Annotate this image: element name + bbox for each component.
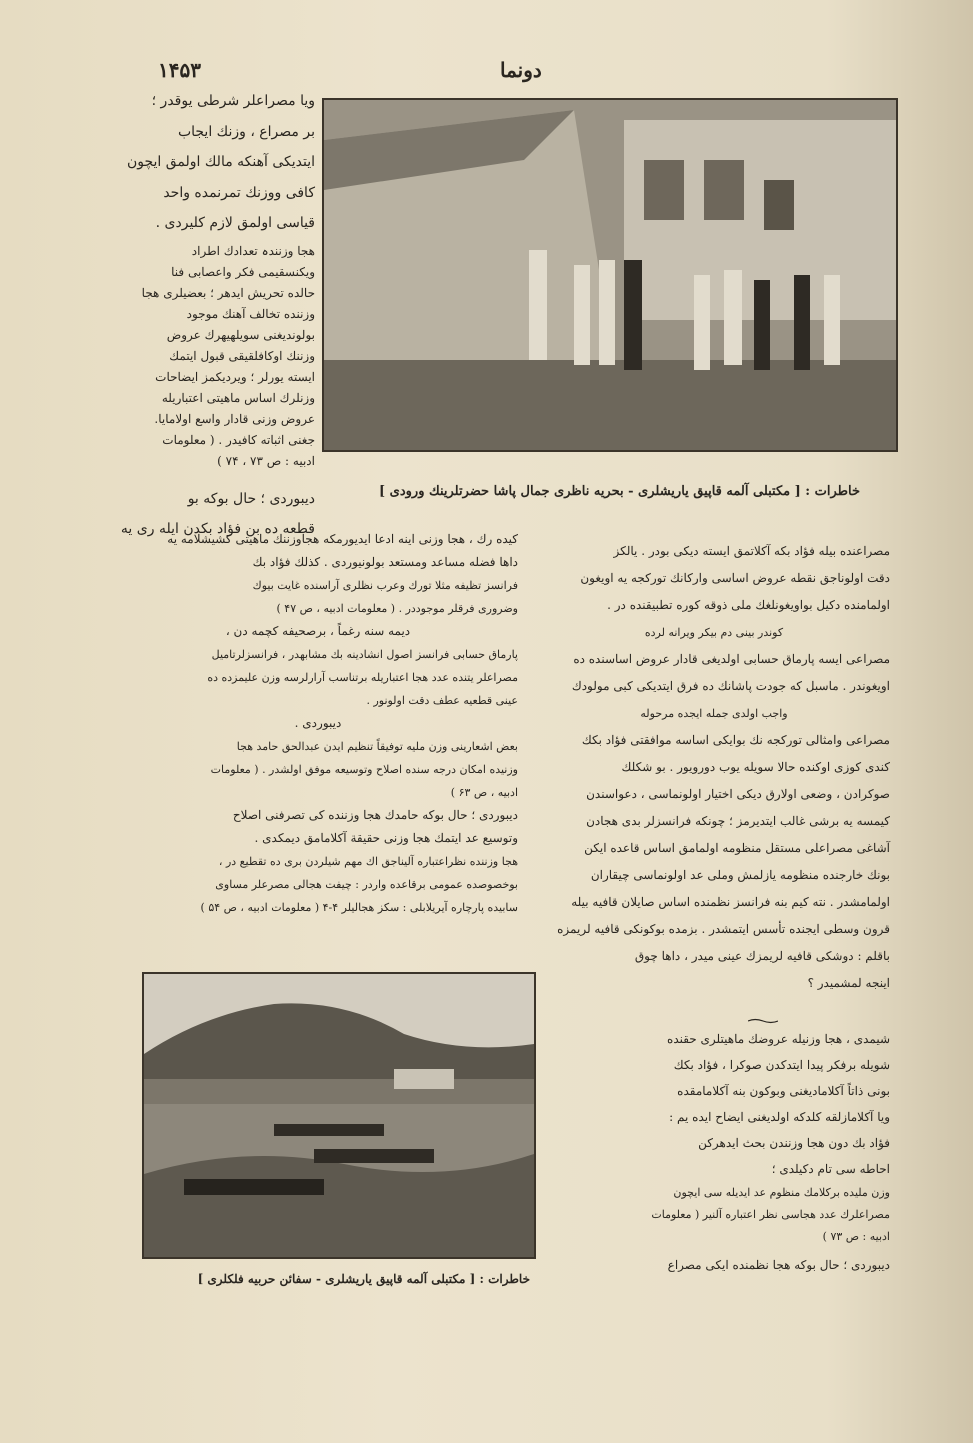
text-line: داها فضله مساعد ومستعد بولونیوردی . کذلك فؤاد بك bbox=[252, 555, 518, 569]
text-line: مصراعلرك عدد هجاسی نظر اعتباره آلنیر ( معلومات bbox=[651, 1208, 890, 1221]
text-line: کیمسه یه برشی غالب ایتدیرمز ؛ چونکه فرانسزلر بدی هجادن bbox=[586, 814, 890, 828]
text-line: وضروری فرقلر موجوددر . ( معلومات ادبیه ، ص ۴۷ ) bbox=[276, 602, 518, 615]
text-line: قرون وسطی ایجنده تأسس ایتمشدر . بزمده بوکونکی قافیه لریمزه bbox=[557, 922, 890, 936]
text-line: عینی قطعیه عطف دقت اولونور . bbox=[366, 694, 518, 707]
text-line: بونك خارجنده منظومه یازلمش وملی عد اولونماسی چیقاران bbox=[590, 868, 890, 882]
text-line: دیبوردی ؛ حال بوکه هجا نظمنده ایکی مصراع bbox=[667, 1258, 890, 1272]
page-title: دونما bbox=[500, 58, 542, 82]
left-top-column bbox=[120, 88, 315, 547]
text-line: ایسته یورلر ؛ ویردیکمز ایضاحات bbox=[155, 369, 315, 384]
text-line: مصراعی ایسه پارماق حسابی اولدیغی قادار عروض اساسنده ده bbox=[573, 652, 890, 666]
text-line: وزنلرك اساس ماهیتی اعتباریله bbox=[161, 390, 315, 405]
text-line: وزننده تخالف آهنك موجود bbox=[186, 306, 315, 321]
text-line: کوندر بینی دم بیکر ویرانه لرده bbox=[644, 626, 784, 639]
text-line: اینجه لمشمیدر ؟ bbox=[807, 976, 890, 990]
text-line: فؤاد بك دون هجا وزنندن بحث ایدهرکن bbox=[698, 1136, 890, 1150]
text-line: ویا مصراعلر شرطی یوقدر ؛ bbox=[151, 93, 315, 109]
text-line: وزننك اوکافلقیقی قبول ایتمك bbox=[169, 348, 315, 363]
text-line: هجا وزننده نظراعتباره آلیناجق اك مهم شیلردن بری ده تقطیع در ، bbox=[218, 855, 518, 868]
text-line: ویا آکلامازلقه کلدکه اولدیغنی ایضاح ایده یم : bbox=[669, 1110, 890, 1124]
text-line: دیمه سنه رغماً ، برصحیفه کچمه دن ، bbox=[225, 624, 411, 638]
text-line: وزنیده امکان درجه سنده اصلاح وتوسیعه موفق اولشدر . ( معلومات bbox=[210, 763, 518, 776]
text-line: باقلم : دوشکی قافیه لریمزك عینی میدر ، داها چوق bbox=[634, 949, 890, 963]
top-photo bbox=[322, 98, 898, 452]
text-line: کیده رك ، هجا وزنی اینه ادعا ایدیورمکه هجاوزننك ماهیتی کشیشلامه یه bbox=[167, 532, 518, 546]
text-line: اویغوندر . ماسبل که جودت پاشانك ده فرق ایتدیکی کبی مولودك bbox=[571, 679, 890, 693]
text-line: ویکنسقیمی فکر واعصابی فنا bbox=[171, 264, 315, 279]
text-line: مصراعنده بیله فؤاد بکه آکلاتمق ایسته دیکی بودر . یالکز bbox=[613, 544, 890, 558]
text-line: بر مصراع ، وزنك ایجاب bbox=[177, 123, 315, 140]
text-line: دقت اولوناجق نقطه عروض اساسی وارکانك تورکجه یه اویغون bbox=[580, 571, 890, 585]
text-line: ادبیه : ص ۷۳ ، ۷۴ ) bbox=[217, 453, 315, 468]
text-line: ایتدیکی آهنکه مالك اولمق ایچون bbox=[126, 154, 315, 170]
text-line: ادبیه : ص ۷۳ ) bbox=[822, 1230, 890, 1243]
text-line: دیبوردی ؛ حال بوکه بو bbox=[187, 490, 315, 507]
left-middle-column bbox=[118, 528, 518, 919]
top-photo-caption: خاطرات : [ مکتبلی آلمه قاپیق یاریشلری - بحریه ناظری جمال پاشا حضرتلرینك ورودی ] bbox=[379, 484, 860, 499]
text-line: کندی کوزی اوکنده حالا سویله یوب دورویور . بو شکلك bbox=[621, 760, 890, 774]
text-line: احاطه سی تام دکیلدی ؛ bbox=[771, 1162, 890, 1176]
text-line: وزن ملیده برکلامك منظوم عد ایدیله سی ایچون bbox=[673, 1186, 890, 1199]
bottom-photo-caption: خاطرات : [ مکتبلی آلمه قاپیق یاریشلری - سفائن حربیه فلکلری ] bbox=[197, 1272, 530, 1286]
text-line: هجا وزنندہ تعدادك اطراد bbox=[191, 243, 315, 258]
text-line: مصراعی وامثالی تورکجه نك بوایکی اساسه موافقتی فؤاد بکك bbox=[581, 733, 890, 747]
text-line: وتوسیع عد ایتمك هجا وزنی حقیقة آکلامامق دیمکدی . bbox=[254, 831, 518, 845]
text-line: بوخصوصده عمومی برقاعده واردر : چیفت هجالی مصرعلر مساوی bbox=[215, 878, 518, 891]
text-line: بونی ذاتاً آکلامادیغنی وبوکون بنه آکلامامقده bbox=[677, 1084, 890, 1098]
text-line: آشاغی مصراعلی مستقل منظومه اولمامق اساس قاعده ایکن bbox=[584, 841, 890, 855]
divider-ornament bbox=[748, 1018, 778, 1024]
text-line: شویله برفکر پیدا ایتدکدن صوکرا ، فؤاد بکك bbox=[673, 1058, 890, 1072]
text-line: دیبوردی . bbox=[294, 716, 342, 730]
text-line: مصراعلر یتنده عدد هجا اعتباریله برتناسب آرارلرسه وزن علیمزده ده bbox=[207, 671, 518, 684]
rowing-race-photo-image bbox=[144, 974, 534, 1257]
text-line: فرانسز تظیفه مثلا تورك وعرب نظلری آراسنده غایت بیوك bbox=[252, 579, 518, 592]
text-line: بولوندیغنی سویلهیهرك عروض bbox=[166, 327, 315, 342]
text-line: عروض وزنی قادار واسع اولامایا. bbox=[154, 411, 315, 426]
text-line: اولمامنده دکیل بواویغونلغك ملی ذوقه کوره تطبیقنده در . bbox=[607, 598, 890, 612]
text-line: شیمدی ، هجا وزنیله عروضك ماهیتلری حقنده bbox=[667, 1032, 890, 1046]
text-line: قطعه ده بن فؤاد بکدن ایله ری یه bbox=[120, 521, 315, 537]
text-line: کافی ووزنك تمرنمده واحد bbox=[163, 184, 315, 201]
text-line: قیاسی اولمق لازم کلیردی . bbox=[155, 215, 315, 231]
text-line: صوکرادن ، وضعی اولارق دیکی اختیار اولونماسی ، دعواسندن bbox=[586, 787, 890, 801]
text-line: بعض اشعارینی وزن ملیه توفیقاً تنظیم ایدن عبدالحق حامد هجا bbox=[236, 740, 518, 753]
text-line: سابیده پارچاره آیریلابلی : سکز هجالیلر ۴-۴ ( معلومات ادبیه ، ص ۵۴ ) bbox=[200, 901, 518, 914]
naval-ceremony-photo-image bbox=[324, 100, 896, 450]
text-line: دیبوردی ؛ حال بوکه حامدك هجا وزننده کی تصرفنی اصلاح bbox=[232, 808, 518, 822]
bottom-photo bbox=[142, 972, 536, 1259]
text-line: ادبیه ، ص ۶۳ ) bbox=[450, 786, 518, 799]
right-column-top bbox=[538, 538, 890, 997]
text-line: واجب اولدی جمله ایجده مرحوله bbox=[640, 707, 788, 720]
right-column-bottom bbox=[560, 1026, 890, 1278]
page-number: ۱۴۵۳ bbox=[158, 58, 201, 82]
text-line: حالده تحریش ایدهر ؛ بعضیلری هجا bbox=[141, 285, 315, 300]
text-line: پارماق حسابی فرانسز اصول انشادینه بك مشابهدر ، فرانسزلرتامیل bbox=[211, 648, 518, 661]
text-line: جغنی اثباته کافیدر . ( معلومات bbox=[162, 432, 315, 447]
text-line: اولمامشدر . نته کیم بنه فرانسز نظمنده اساس صایلان قافیه بیله bbox=[571, 895, 890, 909]
